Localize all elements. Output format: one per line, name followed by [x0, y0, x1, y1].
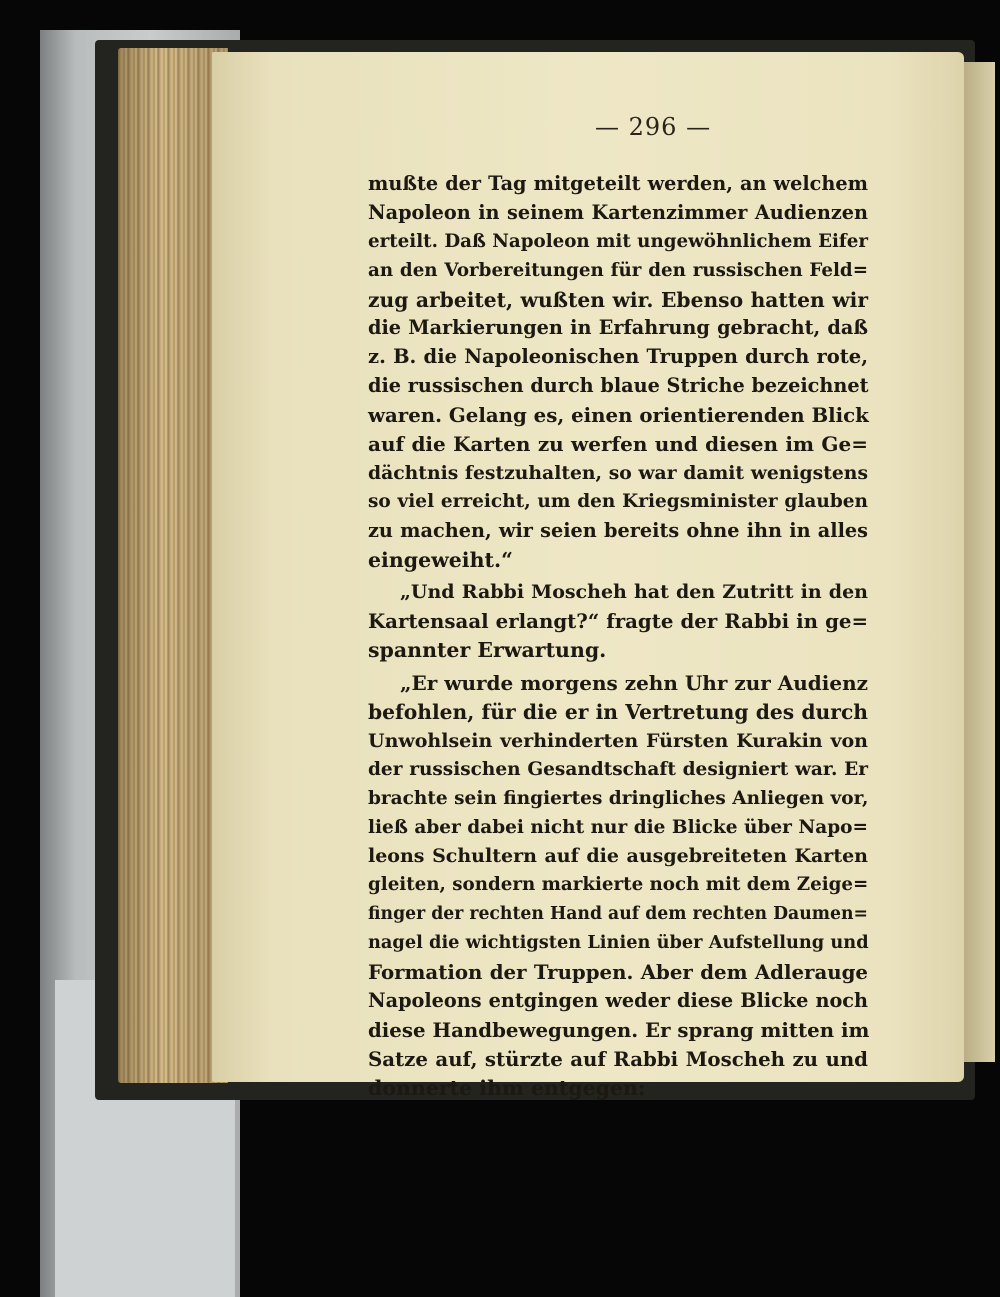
- text-line: so viel erreicht, um den Kriegsminister glauben: [368, 490, 868, 512]
- text-line: Unwohlsein verhinderten Fürsten Kurakin von: [368, 729, 868, 752]
- text-line: z. B. die Napoleonischen Truppen durch rote,: [368, 345, 868, 369]
- text-line: brachte sein fingiertes dringliches Anliegen vor,: [368, 787, 869, 809]
- text-line: ließ aber dabei nicht nur die Blicke über Napo=: [368, 816, 868, 838]
- text-line: Napoleons entgingen weder diese Blicke noch: [368, 988, 868, 1012]
- text-line: an den Vorbereitungen für den russischen Feld=: [368, 259, 868, 281]
- paragraph: [368, 578, 868, 665]
- text-line: mußte der Tag mitgeteilt werden, an welchem: [368, 172, 868, 195]
- text-line: finger der rechten Hand auf dem rechten Daumen=: [368, 904, 868, 925]
- paragraph: [368, 669, 868, 1102]
- text-line: gleiten, sondern markierte noch mit dem Zeige=: [368, 874, 869, 896]
- text-line: eingeweiht.“: [368, 547, 513, 572]
- text-line: die russischen durch blaue Striche bezeichnet: [368, 374, 869, 398]
- text-line: Satze auf, stürzte auf Rabbi Moscheh zu und: [368, 1046, 868, 1071]
- text-line: zug arbeitet, wußten wir. Ebenso hatten wir: [368, 287, 868, 312]
- text-line: waren. Gelang es, einen orientierenden Blick: [368, 403, 869, 428]
- text-line: dächtnis festzuhalten, so war damit wenigstens: [368, 461, 868, 484]
- text-line: zu machen, wir seien bereits ohne ihn in alles: [368, 518, 868, 542]
- text-line: auf die Karten zu werfen und diesen im Ge=: [368, 432, 868, 457]
- text-line: leons Schultern auf die ausgebreiteten Karten: [368, 845, 868, 868]
- text-line: Formation der Truppen. Aber dem Adlerauge: [368, 960, 868, 985]
- text-line: befohlen, für die er in Vertretung des durch: [368, 700, 868, 725]
- text-line: „Und Rabbi Moscheh hat den Zutritt in den: [400, 581, 868, 604]
- text-line: Kartensaal erlangt?“ fragte der Rabbi in ge=: [368, 609, 868, 634]
- text-line: spannter Erwartung.: [368, 638, 607, 663]
- text-line: donnerte ihm entgegen:: [368, 1075, 646, 1100]
- text-line: nagel die wichtigsten Linien über Aufstellung und: [368, 932, 869, 954]
- text-line: die Markierungen in Erfahrung gebracht, daß: [368, 316, 868, 340]
- text-line: der russischen Gesandtschaft designiert war. Er: [368, 758, 868, 780]
- text-line: „Er wurde morgens zehn Uhr zur Audienz: [400, 671, 868, 696]
- text-line: Napoleon in seinem Kartenzimmer Audienzen: [368, 200, 868, 224]
- body-text: [368, 170, 868, 1103]
- text-line: erteilt. Daß Napoleon mit ungewöhnlichem Eifer: [368, 230, 868, 252]
- paragraph: [368, 170, 868, 574]
- text-line: diese Handbewegungen. Er sprang mitten im: [368, 1017, 870, 1042]
- page-number: — 296 —: [595, 113, 712, 141]
